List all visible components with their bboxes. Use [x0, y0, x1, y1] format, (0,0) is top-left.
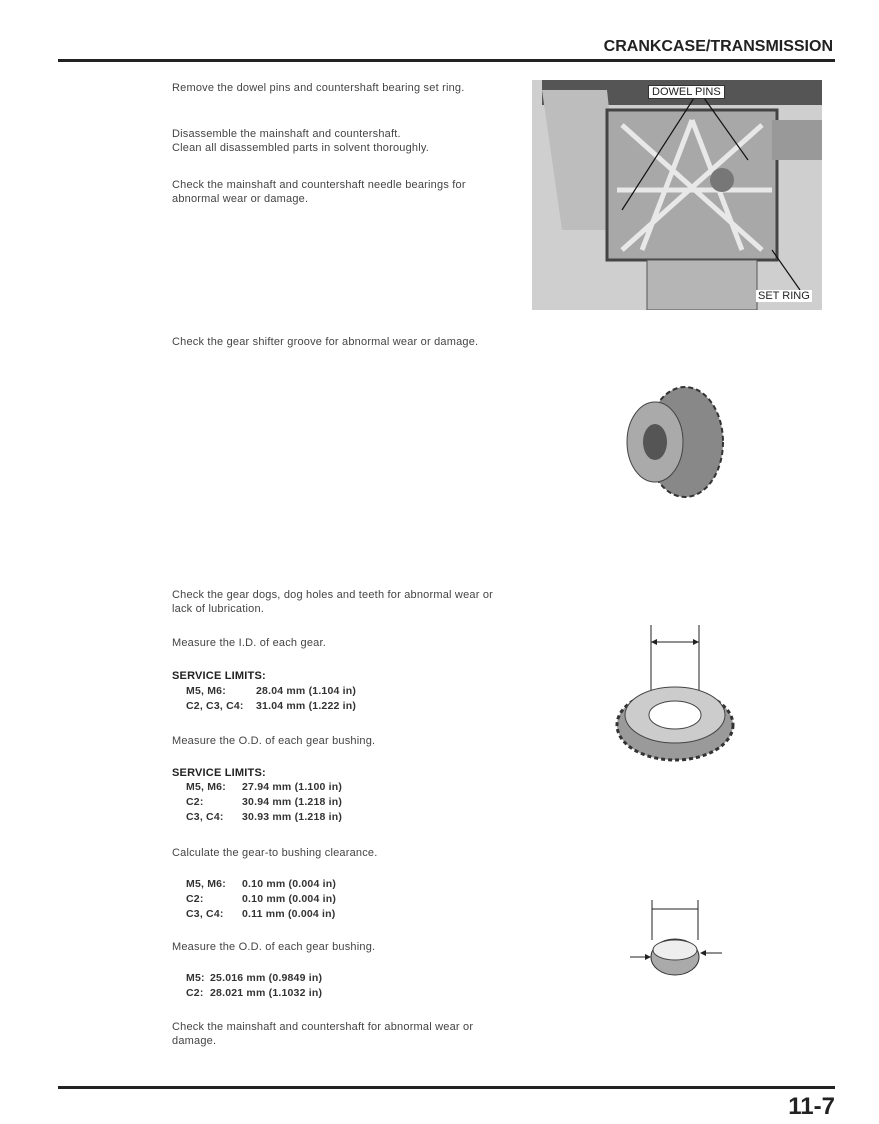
label-dowel-pins: DOWEL PINS [648, 85, 725, 99]
bushing-row [186, 971, 521, 986]
para-clean: Clean all disassembled parts in solvent thoroughly. [172, 142, 430, 154]
limit-value: 30.93 mm (1.218 in) [242, 811, 343, 823]
limit-row [186, 780, 521, 795]
footer-rule [58, 1086, 835, 1089]
section-title: CRANKCASE/TRANSMISSION [603, 38, 833, 55]
shifter-gear-photo [615, 380, 745, 510]
clearance-label: C3, C4: [186, 908, 224, 920]
clearance-table [186, 877, 521, 922]
page-number: 11-7 [788, 1093, 835, 1120]
para-disassemble: Disassemble the mainshaft and countershaft. [172, 128, 401, 140]
crankcase-photo [522, 80, 827, 310]
gear-id-illustration [610, 620, 740, 770]
limits1-table [186, 684, 521, 714]
para-measure-od2: Measure the O.D. of each gear bushing. [172, 941, 376, 953]
label-set-ring: SET RING [758, 290, 810, 302]
limit-row [186, 684, 521, 699]
clearance-label: M5, M6: [186, 878, 226, 890]
limit-label: M5, M6: [186, 685, 226, 697]
bushing-row [186, 986, 521, 1001]
bushing-label: C2: [186, 987, 204, 999]
gear-id-figure [610, 620, 740, 775]
para-check-bearings: Check the mainshaft and countershaft needle bearings for abnormal wear or damage. [172, 179, 466, 205]
bushing-od-illustration [630, 895, 730, 985]
para-final-check: Check the mainshaft and countershaft for abnormal wear or damage. [172, 1021, 474, 1047]
limit-label: C2, C3, C4: [186, 700, 244, 712]
clearance-row [186, 892, 521, 907]
bushing-value: 25.016 mm (0.9849 in) [210, 972, 323, 984]
limits1-title: SERVICE LIMITS: [172, 670, 266, 682]
crankcase-figure [522, 80, 827, 310]
limit-value: 30.94 mm (1.218 in) [242, 796, 343, 808]
limit-value: 31.04 mm (1.222 in) [256, 700, 357, 712]
limit-row [186, 699, 521, 714]
limit-row [186, 795, 521, 810]
clearance-row [186, 877, 521, 892]
limit-label: C3, C4: [186, 811, 224, 823]
clearance-row [186, 907, 521, 922]
bushing-od-figure [630, 895, 730, 990]
bushing-table [186, 971, 521, 1001]
limit-value: 28.04 mm (1.104 in) [256, 685, 357, 697]
para-measure-id: Measure the I.D. of each gear. [172, 637, 326, 649]
shifter-gear-figure [615, 380, 745, 515]
limit-label: M5, M6: [186, 781, 226, 793]
limit-value: 27.94 mm (1.100 in) [242, 781, 343, 793]
para-calculate: Calculate the gear-to bushing clearance. [172, 847, 378, 859]
para-gear-dogs: Check the gear dogs, dog holes and teeth for abnormal wear or lack of lubrication. [172, 589, 494, 615]
bushing-value: 28.021 mm (1.1032 in) [210, 987, 323, 999]
limits2-table [186, 780, 521, 825]
limits2-title: SERVICE LIMITS: [172, 767, 266, 779]
clearance-value: 0.10 mm (0.004 in) [242, 893, 337, 905]
limit-row [186, 810, 521, 825]
para-remove-dowel: Remove the dowel pins and countershaft bearing set ring. [172, 82, 465, 94]
clearance-value: 0.10 mm (0.004 in) [242, 878, 337, 890]
limit-label: C2: [186, 796, 204, 808]
header-rule [58, 59, 835, 62]
bushing-label: M5: [186, 972, 205, 984]
clearance-value: 0.11 mm (0.004 in) [242, 908, 336, 920]
para-shifter-groove: Check the gear shifter groove for abnormal wear or damage. [172, 336, 479, 348]
clearance-label: C2: [186, 893, 204, 905]
para-measure-od: Measure the O.D. of each gear bushing. [172, 735, 376, 747]
